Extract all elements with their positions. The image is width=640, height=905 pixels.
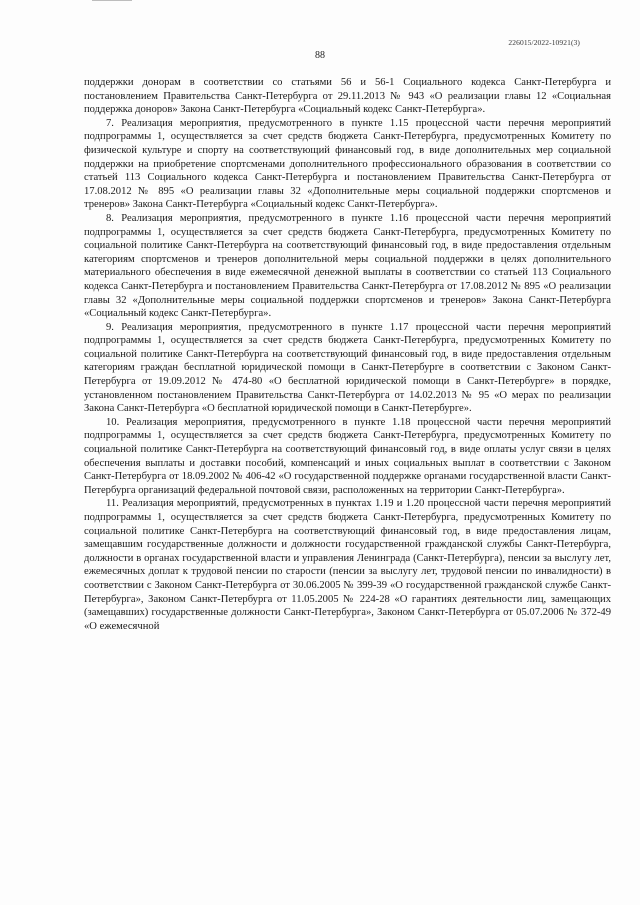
page-number: 88 (315, 50, 325, 61)
paragraph-10: 10. Реализация мероприятия, предусмотренного в пункте 1.18 процессной части перечня мероприятий подпрограммы 1, осуществляется за счет средств бюджета Санкт-Петербурга, предусмотренных Комитету по социальной политике Санкт-Петербурга на соответствующий финансовый год, в виде оплаты услуг связи в целях обеспечения выплаты и доставки пособий, компенсаций и иных социальных выплат в соответствии с Законом Санкт-Петербурга от 18.09.2002 № 406-42 «О государственной поддержке органами государственной власти Санкт-Петербурга организаций федеральной почтовой связи, расположенных на территории Санкт-Петербурга». (84, 416, 611, 496)
scan-artifact (92, 0, 132, 7)
paragraph-9: 9. Реализация мероприятия, предусмотренного в пункте 1.17 процессной части перечня мероприятий подпрограммы 1, осуществляется за счет средств бюджета Санкт-Петербурга, предусмотренных Комитету по социальной политике Санкт-Петербурга на соответствующий финансовый год, в виде предоставления отдельным категориям граждан бесплатной юридической помощи в Санкт-Петербурге в соответствии с Законом Санкт-Петербурга от 19.09.2012 № 474-80 «О бесплатной юридической помощи в Санкт-Петербурге» в порядке, установленном постановлением Правительства Санкт-Петербурга от 14.02.2013 № 95 «О мерах по реализации Закона Санкт-Петербурга «О бесплатной юридической помощи в Санкт-Петербурге». (84, 321, 611, 415)
document-number: 226015/2022-10921(3) (508, 38, 580, 47)
document-body (84, 76, 611, 633)
paragraph-8: 8. Реализация мероприятия, предусмотренного в пункте 1.16 процессной части перечня мероприятий подпрограммы 1, осуществляется за счет средств бюджета Санкт-Петербурга, предусмотренных Комитету по социальной политике Санкт-Петербурга на соответствующий финансовый год, в виде предоставления отдельным категориям спортсменов и тренеров дополнительной меры социальной поддержки в целях дополнительного материального обеспечения в виде ежемесячной денежной выплаты в соответствии со статьей 113 Социального кодекса Санкт-Петербурга и постановлением Правительства Санкт-Петербурга от 17.08.2012 № 895 «О реализации главы 32 «Дополнительные меры социальной поддержки спортсменов и тренеров» Закона Санкт-Петербурга «Социальный кодекс Санкт-Петербурга». (84, 212, 611, 320)
paragraph-7: 7. Реализация мероприятия, предусмотренного в пункте 1.15 процессной части перечня мероприятий подпрограммы 1, осуществляется за счет средств бюджета Санкт-Петербурга, предусмотренных Комитету по физической культуре и спорту на соответствующий финансовый год, в виде дополнительных мер социальной поддержки на приобретение спортсменами дополнительного профессионального образования в соответствии со статьей 113 Социального кодекса Санкт-Петербурга и постановлением Правительства Санкт-Петербурга от 17.08.2012 № 895 «О реализации главы 32 «Дополнительные меры социальной поддержки спортсменов и тренеров» Закона Санкт-Петербурга «Социальный кодекс Санкт-Петербурга». (84, 117, 611, 211)
paragraph-continuation: поддержки донорам в соответствии со статьями 56 и 56-1 Социального кодекса Санкт-Петербурга и постановлением Правительства Санкт-Петербурга от 29.11.2013 № 943 «О реализации главы 12 «Социальная поддержка доноров» Закона Санкт-Петербурга «Социальный кодекс Санкт-Петербурга». (84, 77, 611, 116)
paragraph-11: 11. Реализация мероприятий, предусмотренных в пунктах 1.19 и 1.20 процессной части перечня мероприятий подпрограммы 1, осуществляется за счет средств бюджета Санкт-Петербурга, предусмотренных Комитету по социальной политике Санкт-Петербурга на соответствующий финансовый год, в виде предоставления лицам, замещавшим государственные должности и должности государственной гражданской службы Санкт-Петербурга, должности в органах государственной власти и управления Ленинграда (Санкт-Петербурга), пенсии за выслугу лет, ежемесячных доплат к трудовой пенсии по старости (пенсии за выслугу лет, трудовой пенсии по инвалидности) в соответствии с Законом Санкт-Петербурга от 30.06.2005 № 399-39 «О государственной гражданской службе Санкт-Петербурга», Законом Санкт-Петербурга от 11.05.2005 № 224-28 «О гарантиях деятельности лиц, замещающих (замещавших) государственные должности Санкт-Петербурга», Законом Санкт-Петербурга от 05.07.2006 № 372-49 «О ежемесячной (84, 498, 611, 632)
